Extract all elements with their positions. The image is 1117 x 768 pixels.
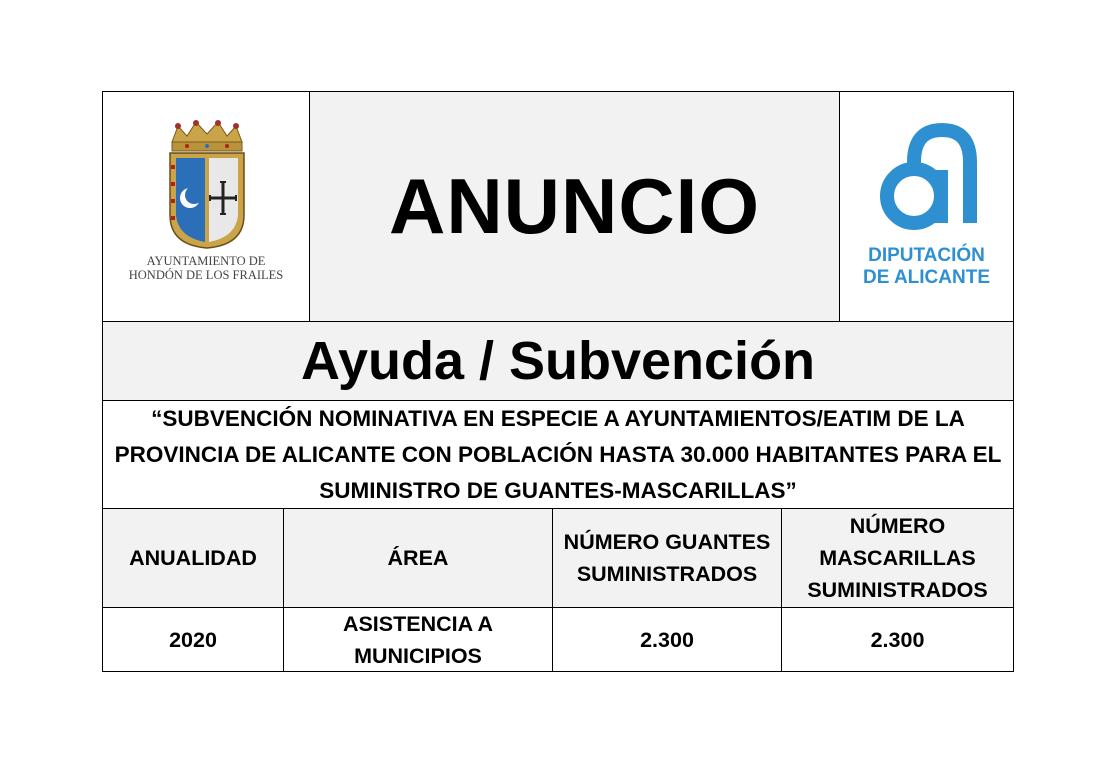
diputacion-name [840,245,1013,289]
table-cell [552,607,782,672]
table-cell [781,607,1014,672]
table-cell [102,607,284,672]
diputacion-line2: DE ALICANTE [862,267,991,288]
table-header-cell [781,508,1014,608]
ayuntamiento-line1: AYUNTAMIENTO DE [146,254,266,268]
cell-area: ASISTENCIA A MUNICIPIOS [342,611,494,668]
header-area: ÁREA [387,546,449,570]
diputacion-logo-cell [839,91,1014,322]
header-anualidad: ANUALIDAD [129,546,257,570]
table-cell [283,607,553,672]
page-title: ANUNCIO [389,162,760,250]
subtitle: Ayuda / Subvención [300,331,816,391]
diputacion-al-logo-icon [872,122,982,232]
table-header-cell [283,508,553,608]
diputacion-line1: DIPUTACIÓN [868,245,985,266]
description-cell [102,400,1014,509]
cell-mascarillas: 2.300 [870,627,925,652]
ayuntamiento-name [103,254,309,282]
header-guantes: NÚMERO GUANTES SUMINISTRADOS [563,530,771,586]
ayuntamiento-logo-cell [102,91,310,322]
cell-guantes: 2.300 [640,627,694,652]
cell-anualidad: 2020 [169,627,217,652]
title-cell [309,91,840,322]
table-header-cell [102,508,284,608]
coat-of-arms-icon [162,120,252,250]
description-text: “SUBVENCIÓN NOMINATIVA EN ESPECIE A AYUNTAMIENTOS/EATIM DE LA PROVINCIA DE ALICANTE CON POBLACIÓN HASTA 30.000 HABITANTES PARA EL SUMINISTRO DE GUANTES-MASCARILLAS” [114,405,1002,503]
ayuntamiento-line2: HONDÓN DE LOS FRAILES [128,268,284,282]
table-header-cell [552,508,782,608]
header-mascarillas: NÚMERO MASCARILLAS SUMINISTRADOS [807,514,988,602]
subtitle-cell [102,321,1014,401]
